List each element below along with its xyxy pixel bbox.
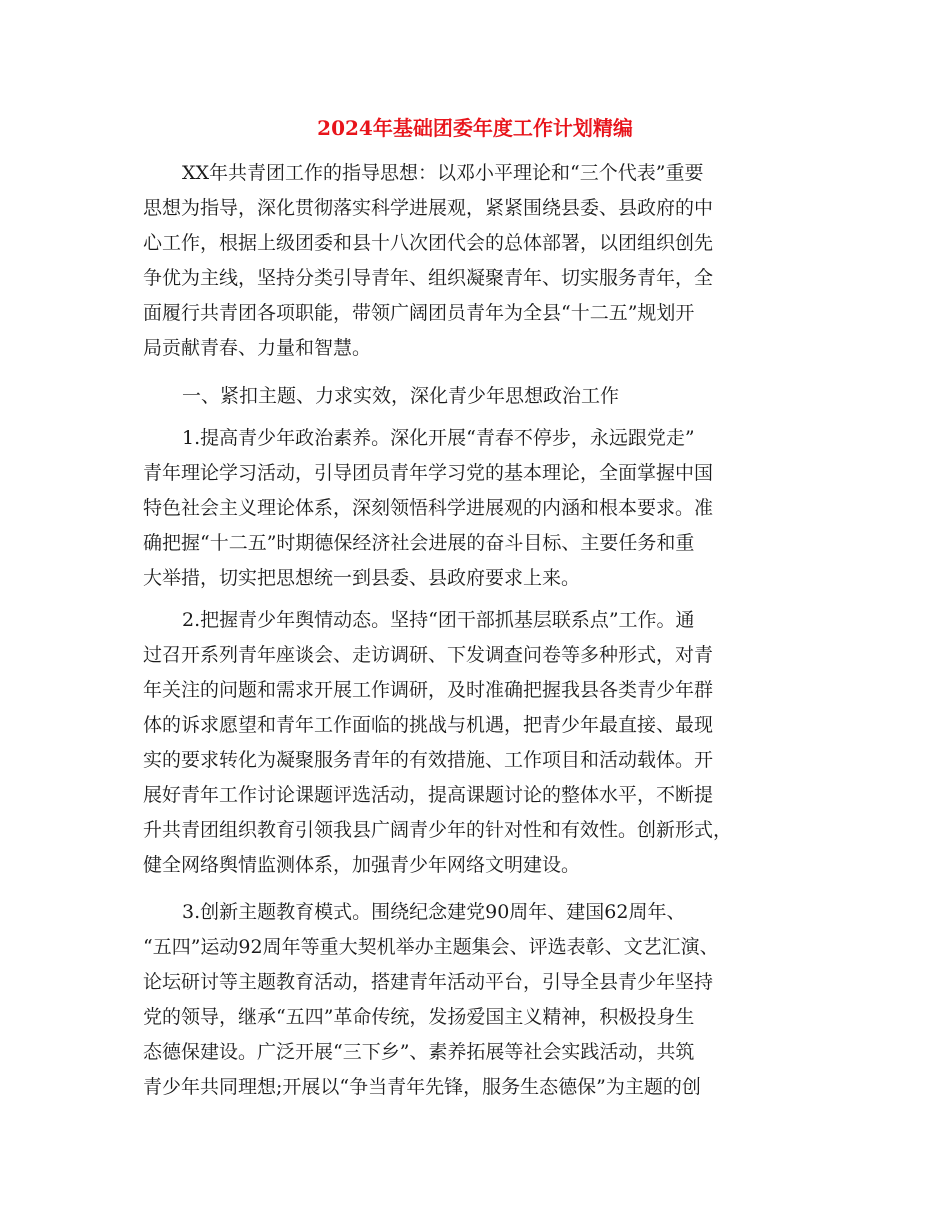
paragraph-line: 态德保建设。广泛开展“三下乡”、素养拓展等社会实践活动，共筑 <box>143 1041 695 1063</box>
paragraph-line: 健全网络舆情监测体系，加强青少年网络文明建设。 <box>143 854 581 876</box>
paragraph-line: 局贡献青春、力量和智慧。 <box>143 337 372 359</box>
paragraph-line: 体的诉求愿望和青年工作面临的挑战与机遇，把青少年最直接、最现 <box>143 714 714 736</box>
section-heading: 一、紧扣主题、力求实效，深化青少年思想政治工作 <box>182 385 620 407</box>
paragraph-line: 过召开系列青年座谈会、走访调研、下发调查问卷等多种形式，对青 <box>143 644 714 666</box>
paragraph-line: 论坛研讨等主题教育活动，搭建青年活动平台，引导全县青少年坚持 <box>143 971 714 993</box>
paragraph-line: 2.把握青少年舆情动态。坚持“团干部抓基层联系点”工作。通 <box>182 609 695 631</box>
paragraph-line: 面履行共青团各项职能，带领广阔团员青年为全县“十二五”规划开 <box>143 302 695 324</box>
paragraph-line: 1.提高青少年政治素养。深化开展“青春不停步，永远跟党走” <box>182 427 695 449</box>
document-title: 2024年基础团委年度工作计划精编 <box>317 116 633 140</box>
paragraph-line: “五四”运动92周年等重大契机举办主题集会、评选表彰、文艺汇演、 <box>143 936 719 958</box>
paragraph-line: 年关注的问题和需求开展工作调研，及时准确把握我县各类青少年群 <box>143 679 714 701</box>
paragraph-line: 升共青团组织教育引领我县广阔青少年的针对性和有效性。创新形式， <box>143 819 733 841</box>
paragraph-line: 特色社会主义理论体系，深刻领悟科学进展观的内涵和根本要求。准 <box>143 497 714 519</box>
paragraph-line: 实的要求转化为凝聚服务青年的有效措施、工作项目和活动载体。开 <box>143 749 714 771</box>
paragraph-line: 展好青年工作讨论课题评选活动，提高课题讨论的整体水平，不断提 <box>143 784 714 806</box>
paragraph-line: 争优为主线，坚持分类引导青年、组织凝聚青年、切实服务青年，全 <box>143 267 714 289</box>
paragraph-line: 青少年共同理想;开展以“争当青年先锋，服务生态德保”为主题的创 <box>143 1076 701 1098</box>
paragraph-line: 青年理论学习活动，引导团员青年学习党的基本理论，全面掌握中国 <box>143 462 714 484</box>
paragraph-line: 思想为指导，深化贯彻落实科学进展观，紧紧围绕县委、县政府的中 <box>143 197 714 219</box>
paragraph-line: 确把握“十二五”时期德保经济社会进展的奋斗目标、主要任务和重 <box>143 532 695 554</box>
paragraph-line: 3.创新主题教育模式。围绕纪念建党90周年、建国62周年、 <box>182 901 686 923</box>
paragraph-line: 大举措，切实把思想统一到县委、县政府要求上来。 <box>143 567 581 589</box>
paragraph-line: XX年共青团工作的指导思想：以邓小平理论和“三个代表”重要 <box>182 162 704 184</box>
paragraph-line: 党的领导，继承“五四”革命传统，发扬爱国主义精神，积极投身生 <box>143 1006 695 1028</box>
paragraph-line: 心工作，根据上级团委和县十八次团代会的总体部署，以团组织创先 <box>143 232 714 254</box>
